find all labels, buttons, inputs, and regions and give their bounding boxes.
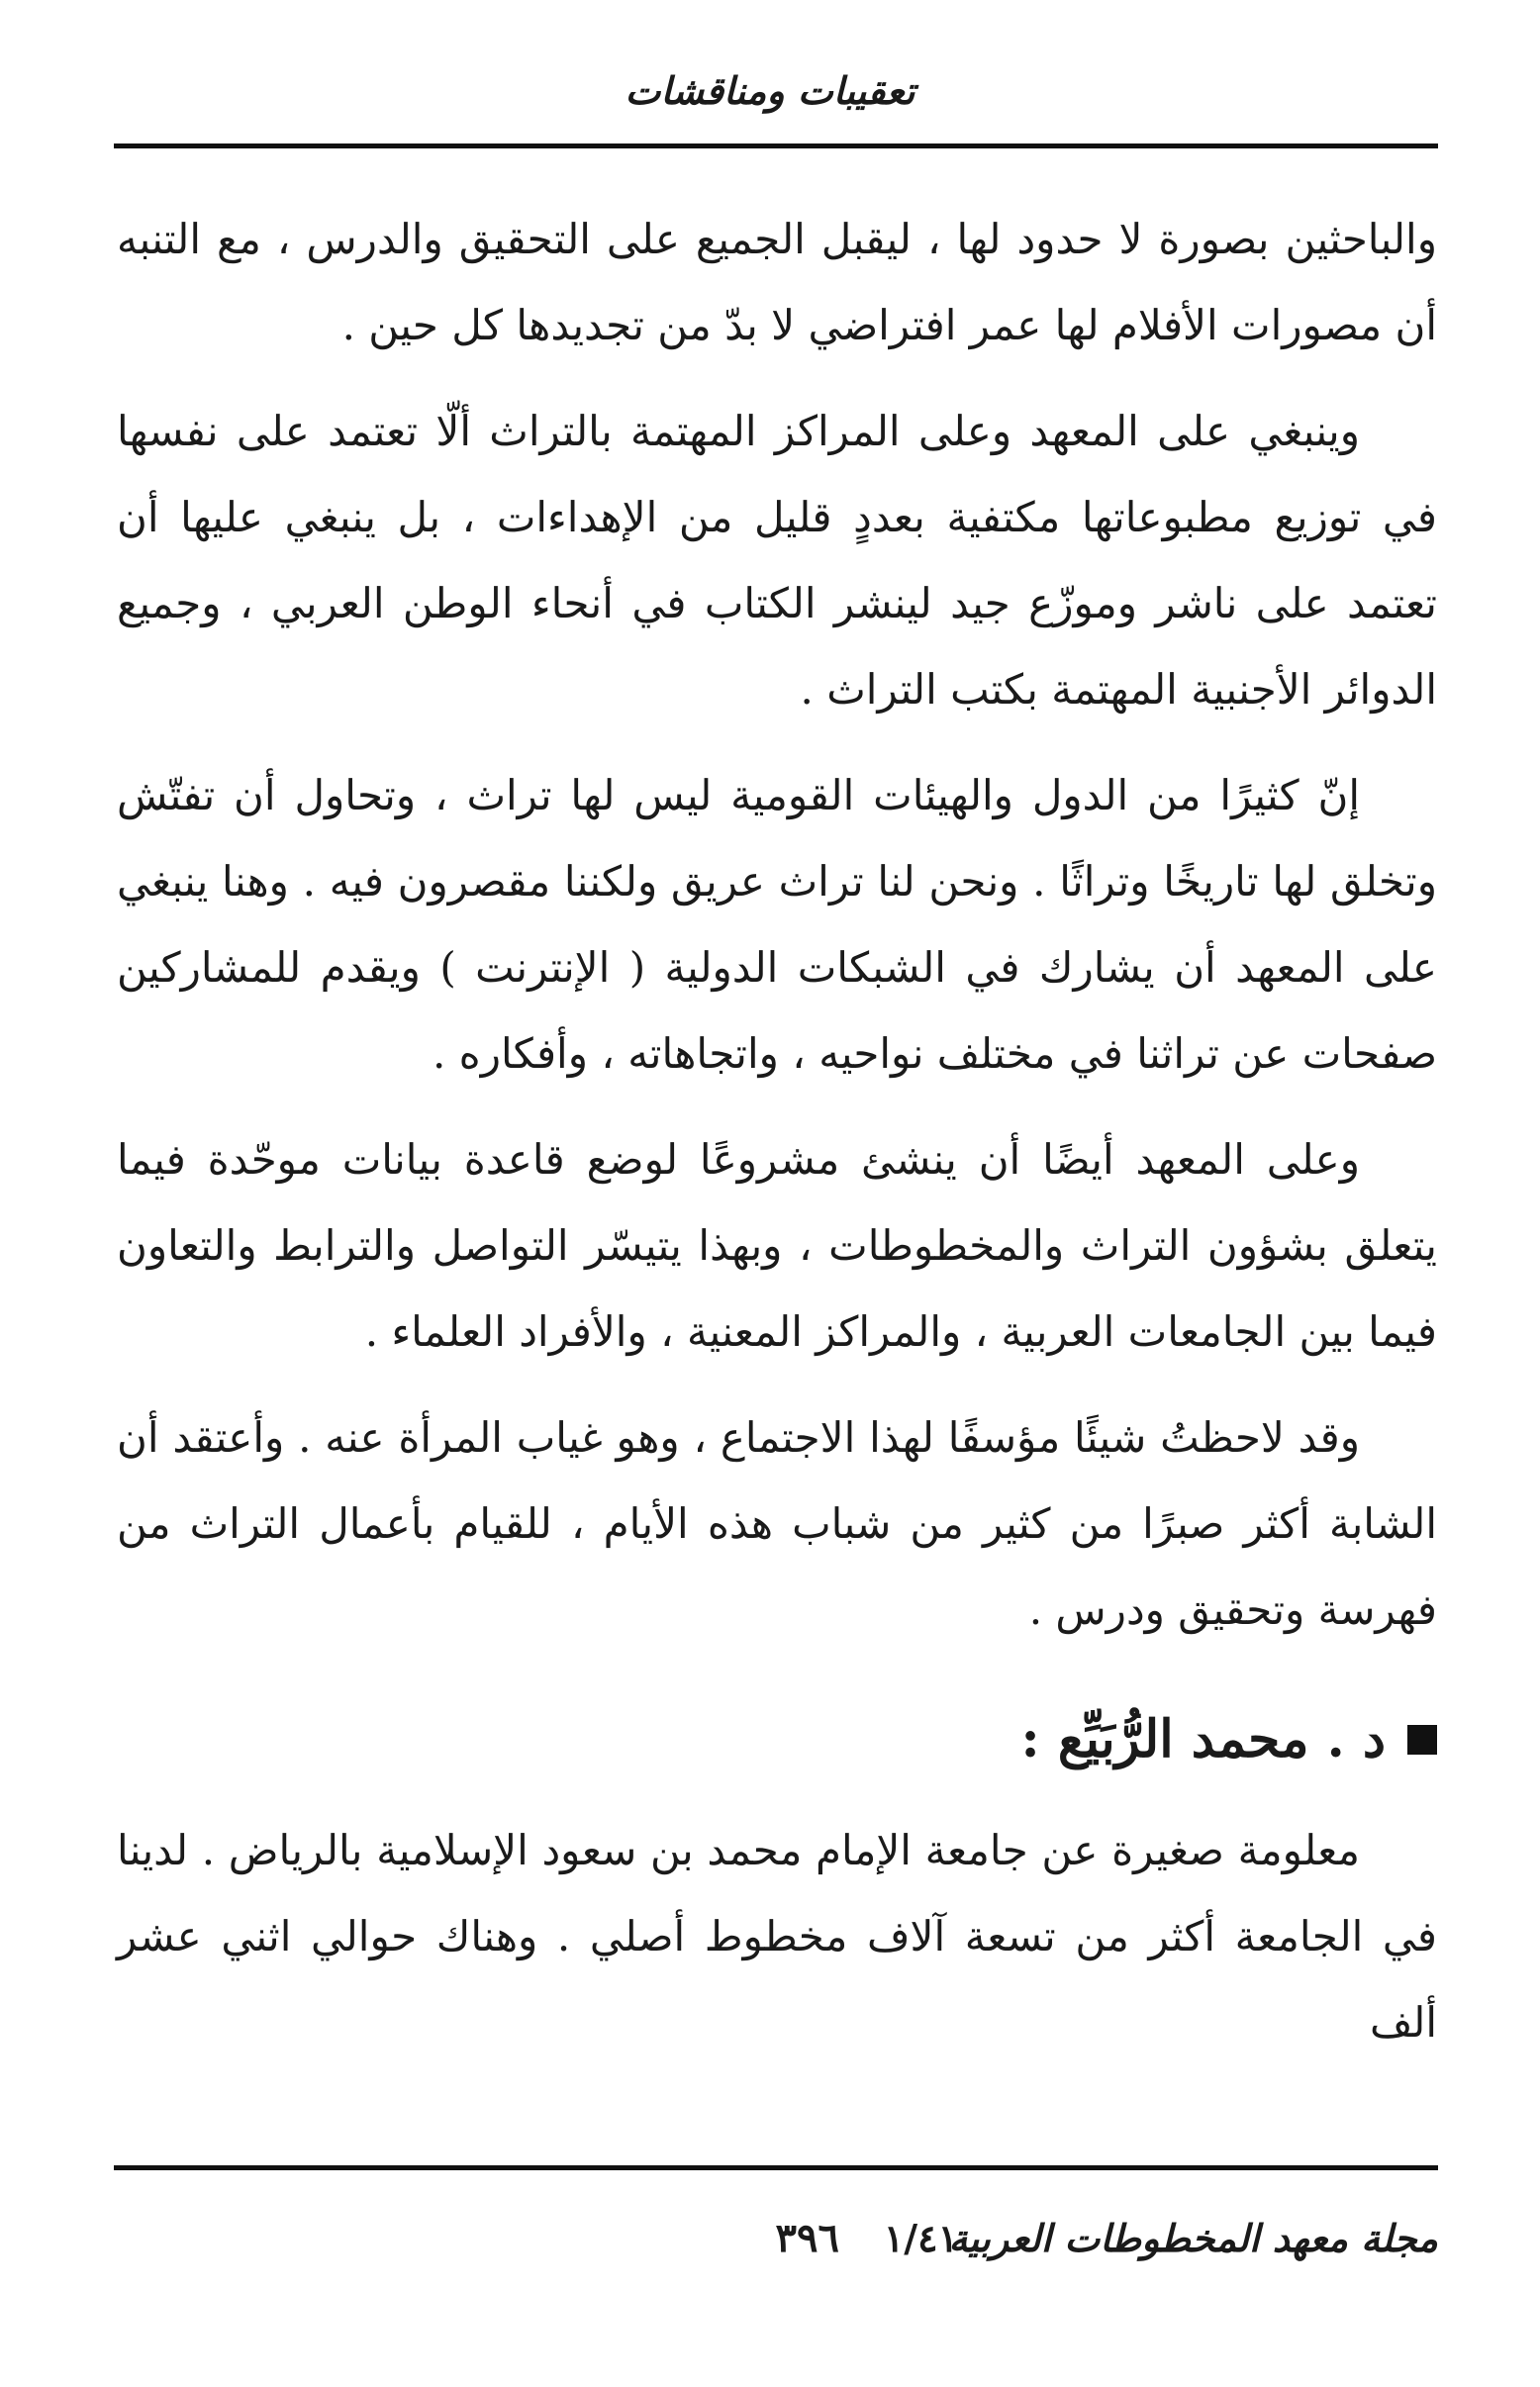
section-heading — [117, 1700, 1437, 1779]
square-bullet-icon — [1407, 1725, 1437, 1755]
paragraph-1: والباحثين بصورة لا حدود لها ، ليقبل الجميع على التحقيق والدرس ، مع التنبه أن مصورات الأفلام لها عمر افتراضي لا بدّ من تجديدها كل حين . — [117, 215, 1437, 349]
running-head: تعقيبات ومناقشات — [625, 68, 915, 113]
body-text — [117, 196, 1437, 2085]
footer-rule — [114, 2165, 1438, 2170]
paragraph-6: معلومة صغيرة عن جامعة الإمام محمد بن سعود الإسلامية بالرياض . لدينا في الجامعة أكثر من تسعة آلاف مخطوط أصلي . وهناك حوالي اثني عشر ألف — [117, 1826, 1437, 2047]
page-number: ٣٩٦ — [775, 2215, 839, 2261]
header-rule — [114, 143, 1438, 148]
footer-journal-title: مجلة معهد المخطوطات العربية — [948, 2216, 1438, 2260]
paragraph-3: إنّ كثيرًا من الدول والهيئات القومية ليس لها تراث ، وتحاول أن تفتّش وتخلق لها تاريخًا وتراثًا . ونحن لنا تراث عريق ولكننا مقصرون فيه . وهنا ينبغي على المعهد أن يشارك في الشبكات الدولية ( الإنترنت ) ويقدم للمشاركين صفحات عن تراثنا في مختلف نواحيه ، واتجاهاته ، وأفكاره . — [117, 771, 1437, 1078]
footer-issue-number: ١/٤١ — [883, 2216, 958, 2260]
paragraph-5: وقد لاحظتُ شيئًا مؤسفًا لهذا الاجتماع ، وهو غياب المرأة عنه . وأعتقد أن الشابة أكثر صبرًا من كثير من شباب هذه الأيام ، للقيام بأعمال التراث من فهرسة وتحقيق ودرس . — [117, 1413, 1437, 1634]
footer — [114, 2209, 1438, 2278]
paragraph-4: وعلى المعهد أيضًا أن ينشئ مشروعًا لوضع قاعدة بيانات موحّدة فيما يتعلق بشؤون التراث والمخطوطات ، وبهذا يتيسّر التواصل والترابط والتعاون فيما بين الجامعات العربية ، والمراكز المعنية ، والأفراد العلماء . — [117, 1135, 1437, 1356]
speaker-name: د . محمد الرُّبَيِّع : — [1020, 1709, 1386, 1769]
paragraph-2: وينبغي على المعهد وعلى المراكز المهتمة بالتراث ألّا تعتمد على نفسها في توزيع مطبوعاتها مكتفية بعددٍ قليل من الإهداءات ، بل ينبغي عليها أن تعتمد على ناشر وموزّع جيد لينشر الكتاب في أنحاء الوطن العربي ، وجميع الدوائر الأجنبية المهتمة بكتب التراث . — [117, 407, 1437, 714]
